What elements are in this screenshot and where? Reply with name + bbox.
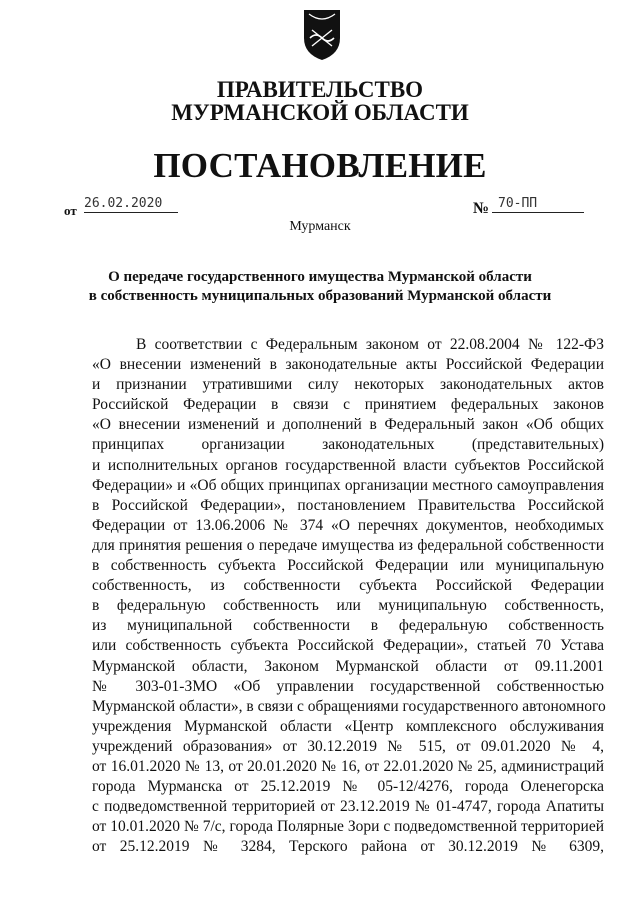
document-number: 70-ПП — [492, 196, 584, 213]
body-line: из муниципальной собственности в федеральную собственность — [92, 617, 604, 635]
body-line: Федерации» и «Об общих принципах организации местного самоуправления — [92, 476, 604, 494]
body-line: от 25.12.2019 № 3284, Терского района от 30.12.2019 № 6309, — [92, 838, 604, 856]
body-line: В соответствии с Федеральным законом от 22.08.2004 № 122-ФЗ — [136, 336, 604, 353]
number-prefix: № — [473, 200, 490, 217]
government-name — [0, 78, 640, 124]
body-line: от 10.01.2020 № 7/с, города Полярные Зори с подведомственной территорией — [92, 818, 604, 836]
document-type: ПОСТАНОВЛЕНИЕ — [153, 146, 487, 185]
body-line: Федерации от 13.06.2006 № 374 «О перечнях документов, необходимых — [92, 516, 604, 534]
body-line: в Российской Федерации», постановлением Правительства Российской — [92, 496, 604, 514]
title-line-1: О передаче государственного имущества Мурманской области — [108, 269, 532, 285]
body-line: Российской Федерации в связи с принятием федеральных законов — [92, 396, 604, 414]
body-line: Мурманской области, Законом Мурманской области от 09.11.2001 — [92, 657, 604, 675]
body-line: принципах организации законодательных (представительных) — [92, 436, 604, 454]
body-line: для принятия решения о передаче имущества из федеральной собственности — [92, 536, 604, 554]
document-date: 26.02.2020 — [84, 196, 178, 213]
body-line: Мурманской области», в связи с обращениями государственного автономного — [92, 697, 606, 715]
body-line: № 303-01-ЗМО «Об управлении государственной собственностью — [92, 677, 604, 695]
body-line: в собственность субъекта Российской Федерации или муниципальную — [92, 557, 604, 575]
body-line: учреждений образования» от 30.12.2019 № 515, от 09.01.2020 № 4, — [92, 737, 604, 755]
body-line: учреждения Мурманской области «Центр комплексного обслуживания — [92, 717, 604, 735]
body-line: «О внесении изменений в законодательные акты Российской Федерации — [92, 356, 604, 374]
body-line: с подведомственной территорией от 23.12.2019 № 01-4747, города Апатиты — [92, 798, 604, 816]
body-line: и исполнительных органов государственной власти субъектов Российской — [92, 456, 604, 474]
body-line: и признании утратившими силу некоторых законодательных актов — [92, 376, 604, 394]
coat-of-arms-icon — [300, 8, 344, 62]
body-line: «О внесении изменений и дополнений в Федеральный закон «Об общих — [92, 416, 604, 434]
body-line: в федеральную собственность или муниципальную собственность, — [92, 597, 604, 615]
body-text — [92, 335, 604, 857]
body-line: города Мурманска от 25.12.2019 № 05-12/4276, города Оленегорска — [92, 778, 604, 796]
title-line-2: в собственность муниципальных образований Мурманской области — [88, 288, 552, 304]
government-line-1: ПРАВИТЕЛЬСТВО — [216, 77, 424, 102]
city-name: Мурманск — [289, 219, 351, 234]
document-title — [0, 268, 640, 306]
body-line: собственность, из собственности субъекта Российской Федерации — [92, 577, 604, 595]
government-line-2: МУРМАНСКОЙ ОБЛАСТИ — [171, 100, 469, 125]
body-line: от 16.01.2020 № 13, от 20.01.2020 № 16, от 22.01.2020 № 25, администраций — [92, 757, 604, 775]
body-line: или собственность субъекта Российской Федерации», статьей 70 Устава — [92, 637, 604, 655]
date-prefix: от — [64, 203, 77, 218]
